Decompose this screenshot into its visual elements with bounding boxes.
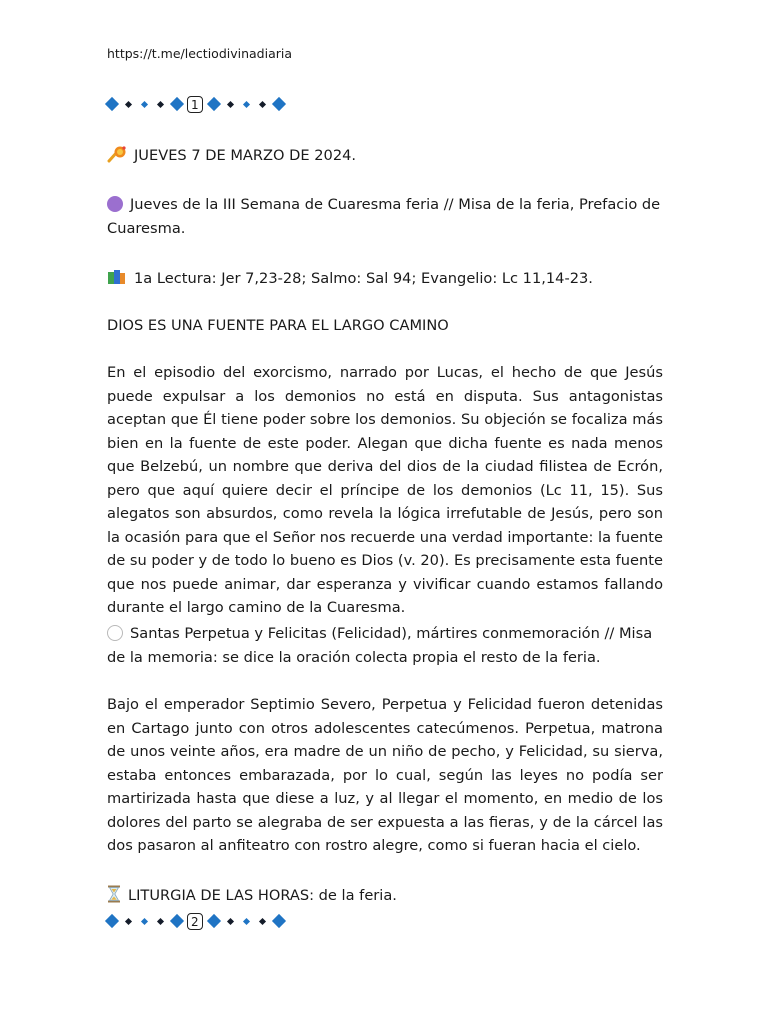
blue-diamond-icon (272, 914, 286, 928)
hourglass-icon (107, 885, 121, 903)
black-diamond-icon (157, 917, 164, 924)
blue-diamond-icon (207, 914, 221, 928)
black-diamond-icon (259, 100, 266, 107)
blue-diamond-icon (272, 97, 286, 111)
readings-line (107, 267, 663, 291)
saints-text: Santas Perpetua y Felicitas (Felicidad), mártires conmemoración // Misa de la memoria: se dice la oración colecta propia el resto de la feria. (107, 625, 653, 666)
black-diamond-icon (227, 100, 234, 107)
date-line (107, 144, 663, 168)
purple-circle-icon (107, 196, 123, 212)
blue-diamond-icon (105, 97, 119, 111)
divider-bottom (107, 910, 291, 932)
divider-top (107, 93, 291, 115)
fire-comet-icon (107, 145, 127, 163)
books-icon (107, 269, 127, 286)
saints-line (107, 622, 663, 669)
keycap-number: 2 (187, 913, 203, 930)
small-blue-diamond-icon (243, 917, 250, 924)
black-diamond-icon (125, 100, 132, 107)
blue-diamond-icon (207, 97, 221, 111)
hours-text: LITURGIA DE LAS HORAS: de la feria. (128, 887, 397, 904)
readings-text: 1a Lectura: Jer 7,23-28; Salmo: Sal 94; Evangelio: Lc 11,14-23. (134, 270, 593, 287)
reflection-body: En el episodio del exorcismo, narrado por Lucas, el hecho de que Jesús puede expulsar a los demonios no está en disputa. Sus antagonistas aceptan que Él tiene poder sobre los demonios. Su objeción se focaliza más bien en la fuente de este poder. Alegan que dicha fuente es nada menos que Belzebú, un nombre que deriva del dios de la ciudad filistea de Ecrón, pero que aquí quiere decir el príncipe de los demonios (Lc 11, 15). Sus alegatos son absurdos, como revela la lógica irrefutable de Jesús, pero son la ocasión para que el Señor nos recuerde una verdad importante: la fuente de su poder y de todo lo bueno es Dios (v. 20). Es precisamente esta fuente que nos puede animar, dar esperanza y vivificar cuando estamos fallando durante el largo camino de la Cuaresma. (107, 364, 663, 616)
blue-diamond-icon (170, 97, 184, 111)
small-blue-diamond-icon (141, 917, 148, 924)
reflection-title: DIOS ES UNA FUENTE PARA EL LARGO CAMINO (107, 317, 449, 334)
source-url[interactable]: https://t.me/lectiodivinadiaria (107, 46, 293, 61)
black-diamond-icon (227, 917, 234, 924)
date-text: JUEVES 7 DE MARZO DE 2024. (134, 147, 357, 164)
white-circle-icon (107, 625, 123, 641)
liturgy-line (107, 193, 663, 240)
blue-diamond-icon (105, 914, 119, 928)
small-blue-diamond-icon (243, 100, 250, 107)
blue-diamond-icon (170, 914, 184, 928)
black-diamond-icon (157, 100, 164, 107)
small-blue-diamond-icon (141, 100, 148, 107)
keycap-number: 1 (187, 96, 203, 113)
saints-body: Bajo el emperador Septimio Severo, Perpetua y Felicidad fueron detenidas en Cartago junto con otros adolescentes catecúmenos. Perpetua, matrona de unos veinte años, era madre de un niño de pecho, y Felicidad, su sierva, estaba entonces embarazada, por lo cual, según las leyes no podía ser martirizada hasta que diese a luz, y al llegar el momento, en medio de los dolores del parto se alegraba de ser expuesta a las fieras, y de la cárcel las dos pasaron al anfiteatro con rostro alegre, como si fueran hacia el cielo. (107, 696, 663, 854)
liturgy-text: Jueves de la III Semana de Cuaresma feria // Misa de la feria, Prefacio de Cuaresma. (107, 196, 661, 237)
hours-line (107, 884, 663, 908)
black-diamond-icon (125, 917, 132, 924)
black-diamond-icon (259, 917, 266, 924)
